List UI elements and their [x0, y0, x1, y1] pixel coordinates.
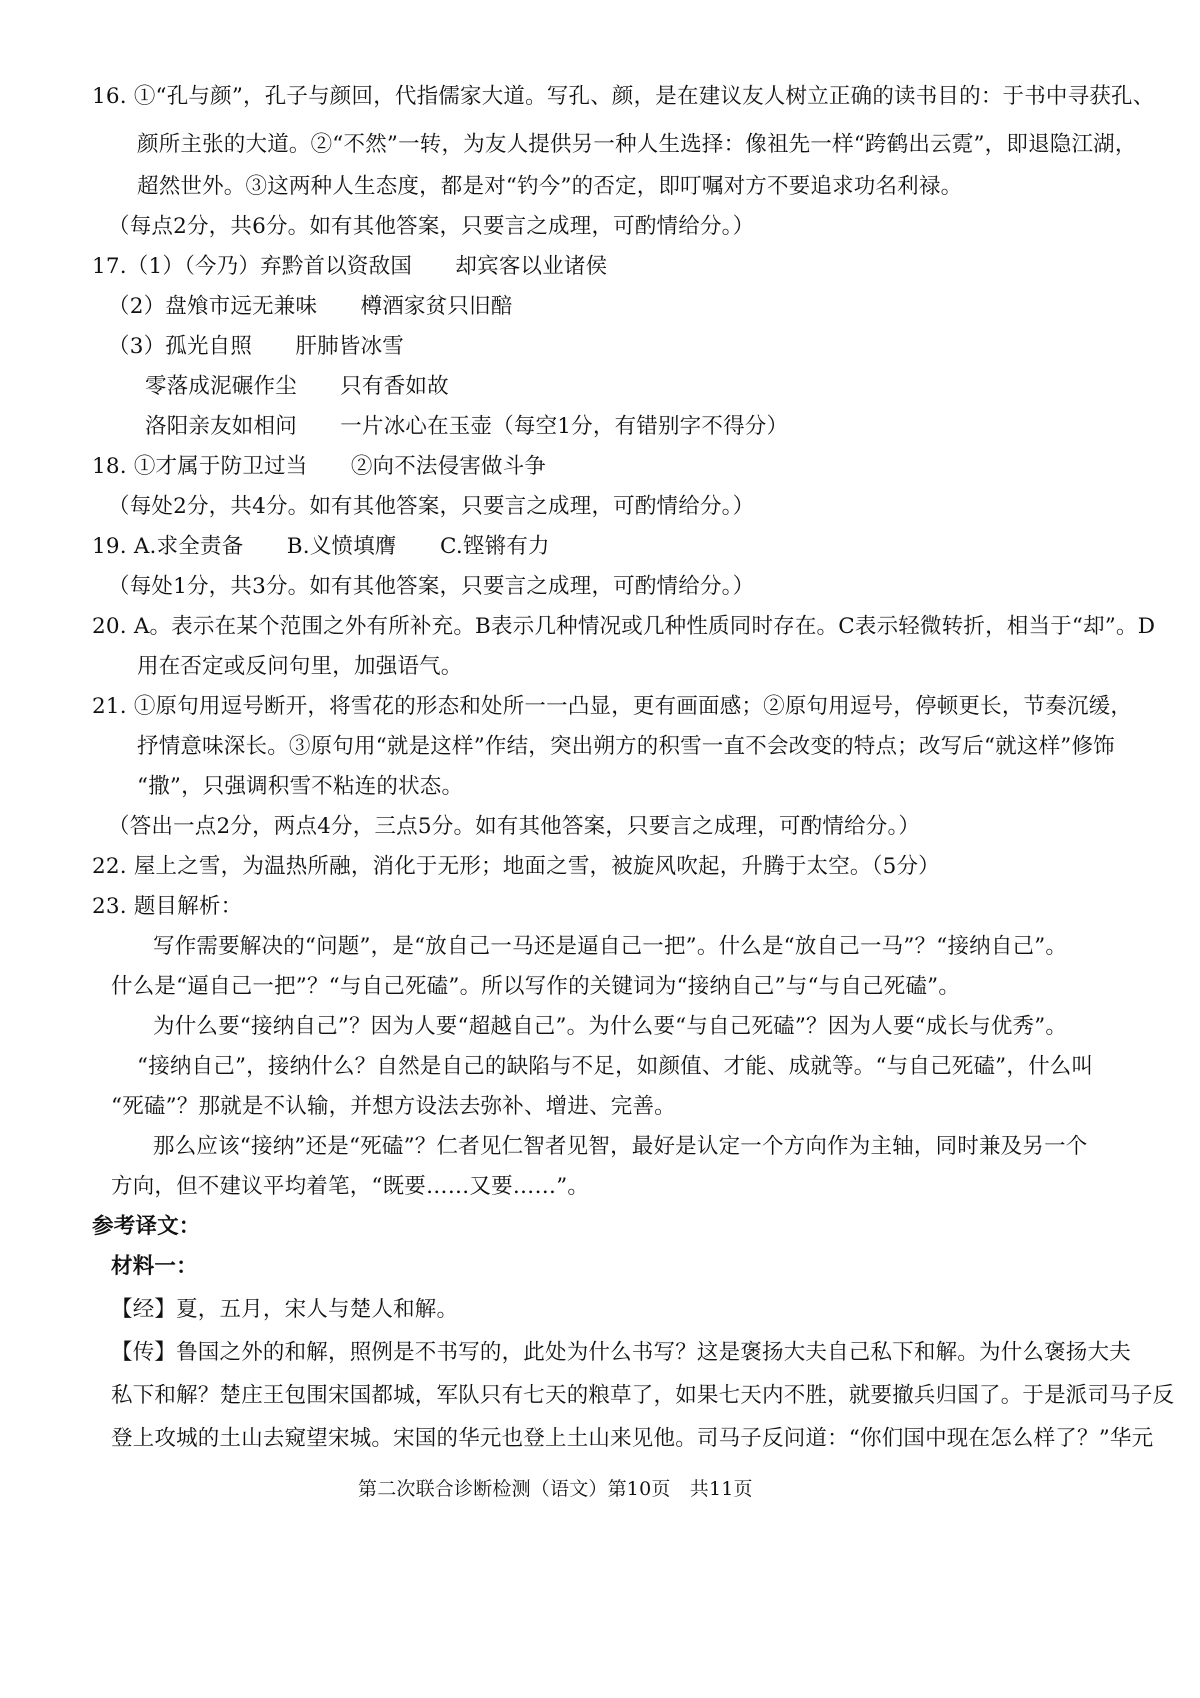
- answer-23-para-3-line-2: “死磕”？那就是不认输，并想方设法去弥补、增进、完善。: [111, 1094, 676, 1119]
- answer-19: 19. A.求全责备 B.义愤填膺 C.铿锵有力: [92, 534, 550, 559]
- material-one-heading: 材料一：: [111, 1254, 198, 1279]
- answer-17-line-3: （3）孤光自照 肝肺皆冰雪: [108, 334, 404, 359]
- answer-23-para-4-line-2: 方向，但不建议平均着笔，“既要……又要……”。: [111, 1174, 590, 1199]
- answer-21-line-1: 21. ①原句用逗号断开，将雪花的形态和处所一一凸显，更有画面感；②原句用逗号，停顿更长，节奏沉缓，: [92, 694, 1133, 719]
- answer-20-line-1: 20. A。表示在某个范围之外有所补充。B表示几种情况或几种性质同时存在。C表示轻微转折，相当于“却”。D: [92, 614, 1156, 639]
- answer-16-line-1: 16. ①“孔与颜”，孔子与颜回，代指儒家大道。写孔、颜，是在建议友人树立正确的读书目的：于书中寻获孔、: [92, 84, 1155, 109]
- answer-17-line-2: （2）盘飧市远无兼味 樽酒家贫只旧醅: [108, 294, 513, 319]
- translation-heading: 参考译文：: [92, 1214, 201, 1239]
- answer-21-line-3: “撒”，只强调积雪不粘连的状态。: [137, 774, 464, 799]
- answer-21-line-2: 抒情意味深长。③原句用“就是这样”作结，突出朔方的积雪一直不会改变的特点；改写后“就这样”修饰: [137, 734, 1115, 759]
- page-footer: 第二次联合诊断检测（语文）第10页 共11页: [358, 1478, 753, 1500]
- answer-23-heading: 23. 题目解析：: [92, 894, 243, 919]
- answer-21-scoring: （答出一点2分，两点4分，三点5分。如有其他答案，只要言之成理，可酌情给分。）: [108, 814, 921, 839]
- answer-17-line-5: 洛阳亲友如相问 一片冰心在玉壶（每空1分，有错别字不得分）: [145, 414, 789, 439]
- answer-23-para-1-line-1: 写作需要解决的“问题”，是“放自己一马还是逼自己一把”。什么是“放自己一马”？“接纳自己”。: [153, 934, 1068, 959]
- answer-23-para-1-line-2: 什么是“逼自己一把”？“与自己死磕”。所以写作的关键词为“接纳自己”与“与自己死磕”。: [111, 974, 961, 999]
- answer-18-scoring: （每处2分，共4分。如有其他答案，只要言之成理，可酌情给分。）: [108, 494, 755, 519]
- answer-17-line-1: 17.（1）（今乃）弃黔首以资敌国 却宾客以业诸侯: [92, 254, 608, 279]
- translation-zhuan-line-1: 【传】鲁国之外的和解，照例是不书写的，此处为什么书写？这是褒扬大夫自己私下和解。为什么褒扬大夫: [111, 1340, 1131, 1365]
- answer-23-para-3-line-1: “接纳自己”，接纳什么？自然是自己的缺陷与不足，如颜值、才能、成就等。“与自己死磕”，什么叫: [137, 1054, 1094, 1079]
- answer-23-para-2: 为什么要“接纳自己”？因为人要“超越自己”。为什么要“与自己死磕”？因为人要“成长与优秀”。: [153, 1014, 1068, 1039]
- answer-23-para-4-line-1: 那么应该“接纳”还是“死磕”？仁者见仁智者见智，最好是认定一个方向作为主轴，同时兼及另一个: [153, 1134, 1088, 1159]
- answer-18: 18. ①才属于防卫过当 ②向不法侵害做斗争: [92, 454, 547, 479]
- answer-19-scoring: （每处1分，共3分。如有其他答案，只要言之成理，可酌情给分。）: [108, 574, 755, 599]
- translation-zhuan-line-2: 私下和解？楚庄王包围宋国都城，军队只有七天的粮草了，如果七天内不胜，就要撤兵归国了。于是派司马子反: [111, 1383, 1175, 1408]
- answer-16-scoring: （每点2分，共6分。如有其他答案，只要言之成理，可酌情给分。）: [108, 214, 755, 239]
- translation-zhuan-line-3: 登上攻城的土山去窥望宋城。宋国的华元也登上土山来见他。司马子反问道：“你们国中现在怎么样了？”华元: [111, 1426, 1154, 1451]
- translation-jing: 【经】夏，五月，宋人与楚人和解。: [111, 1297, 459, 1322]
- answer-16-line-2: 颜所主张的大道。②“不然”一转，为友人提供另一种人生选择：像祖先一样“跨鹤出云霓”，即退隐江湖，: [137, 132, 1137, 157]
- answer-17-line-4: 零落成泥碾作尘 只有香如故: [145, 374, 449, 399]
- answer-16-line-3: 超然世外。③这两种人生态度，都是对“钓今”的否定，即叮嘱对方不要追求功名利禄。: [137, 174, 963, 199]
- answer-20-line-2: 用在否定或反问句里，加强语气。: [137, 654, 463, 679]
- answer-22: 22. 屋上之雪，为温热所融，消化于无形；地面之雪，被旋风吹起，升腾于太空。（5分）: [92, 854, 940, 879]
